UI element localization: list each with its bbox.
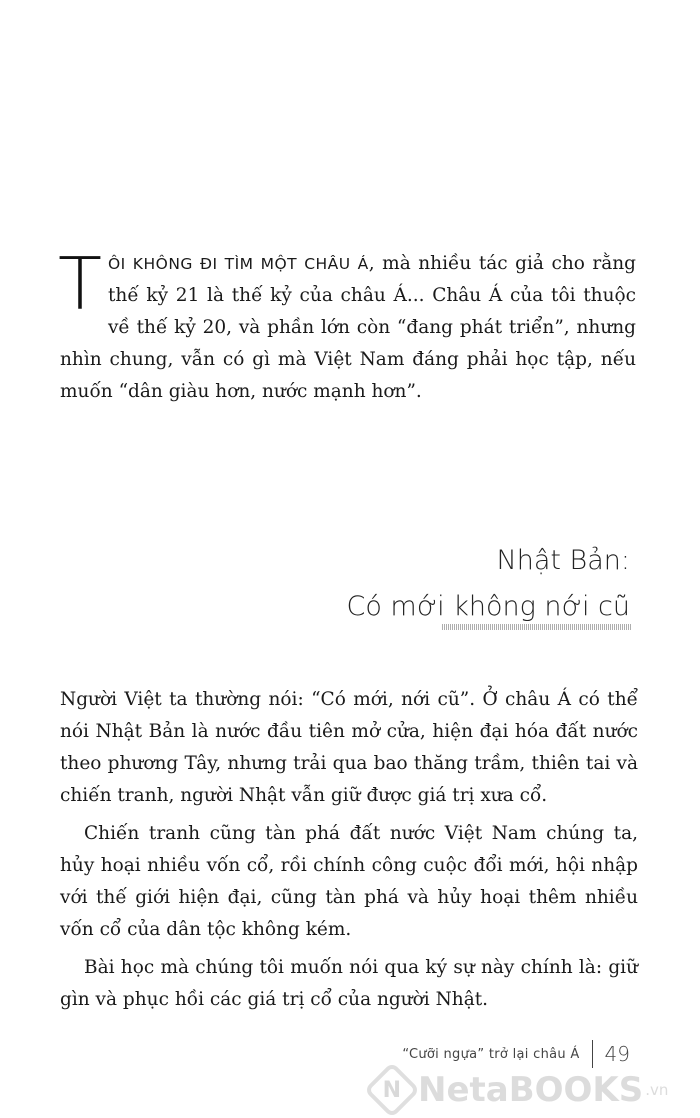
section-title	[346, 538, 630, 630]
drop-cap: T	[58, 242, 102, 326]
page-number: 49	[604, 1042, 630, 1066]
paragraph-1: Người Việt ta thường nói: “Có mới, nới cũ”. Ở châu Á có thể nói Nhật Bản là nước đầu tiên mở cửa, hiện đại hóa đất nước theo phương Tây, nhưng trải qua bao thăng trầm, thiên tai và chiến tranh, người Nhật vẫn giữ được giá trị xưa cổ.	[60, 689, 638, 806]
section-title-line-2: Có mới không nới cũ	[346, 591, 630, 622]
watermark	[372, 1070, 668, 1110]
running-head: “Cưỡi ngựa” trở lại châu Á	[402, 1046, 580, 1062]
section-title-line-1: Nhật Bản:	[496, 545, 630, 576]
netabooks-logo-icon: N	[364, 1062, 421, 1118]
page-footer	[402, 1040, 630, 1068]
decorative-rule	[442, 624, 632, 630]
intro-paragraph	[58, 242, 637, 408]
lead-in-small-caps: ÔI KHÔNG ĐI TÌM MỘT CHÂU Á	[107, 255, 369, 273]
watermark-suffix: .vn	[645, 1081, 669, 1099]
watermark-brand: NetaBOOKS	[418, 1070, 644, 1110]
footer-divider	[592, 1040, 593, 1068]
paragraph-3: Bài học mà chúng tôi muốn nói qua ký sự này chính là: giữ gìn và phục hồi các giá trị cổ của người Nhật.	[60, 957, 638, 1010]
body-text	[60, 684, 638, 1022]
paragraph-2: Chiến tranh cũng tàn phá đất nước Việt Nam chúng ta, hủy hoại nhiều vốn cổ, rồi chính công cuộc đổi mới, hội nhập với thế giới hiện đại, cũng tàn phá và hủy hoại thêm nhiều vốn cổ của dân tộc không kém.	[60, 823, 638, 940]
intro-text: , mà nhiều tác giả cho rằng thế kỷ 21 là thế kỷ của châu Á... Châu Á của tôi thuộc về thế kỷ 20, và phần lớn còn “đang phát triển”, nhưng nhìn chung, vẫn có gì mà Việt Nam đáng phải học tập, nếu muốn “dân giàu hơn, nước mạnh hơn”.	[60, 253, 637, 402]
